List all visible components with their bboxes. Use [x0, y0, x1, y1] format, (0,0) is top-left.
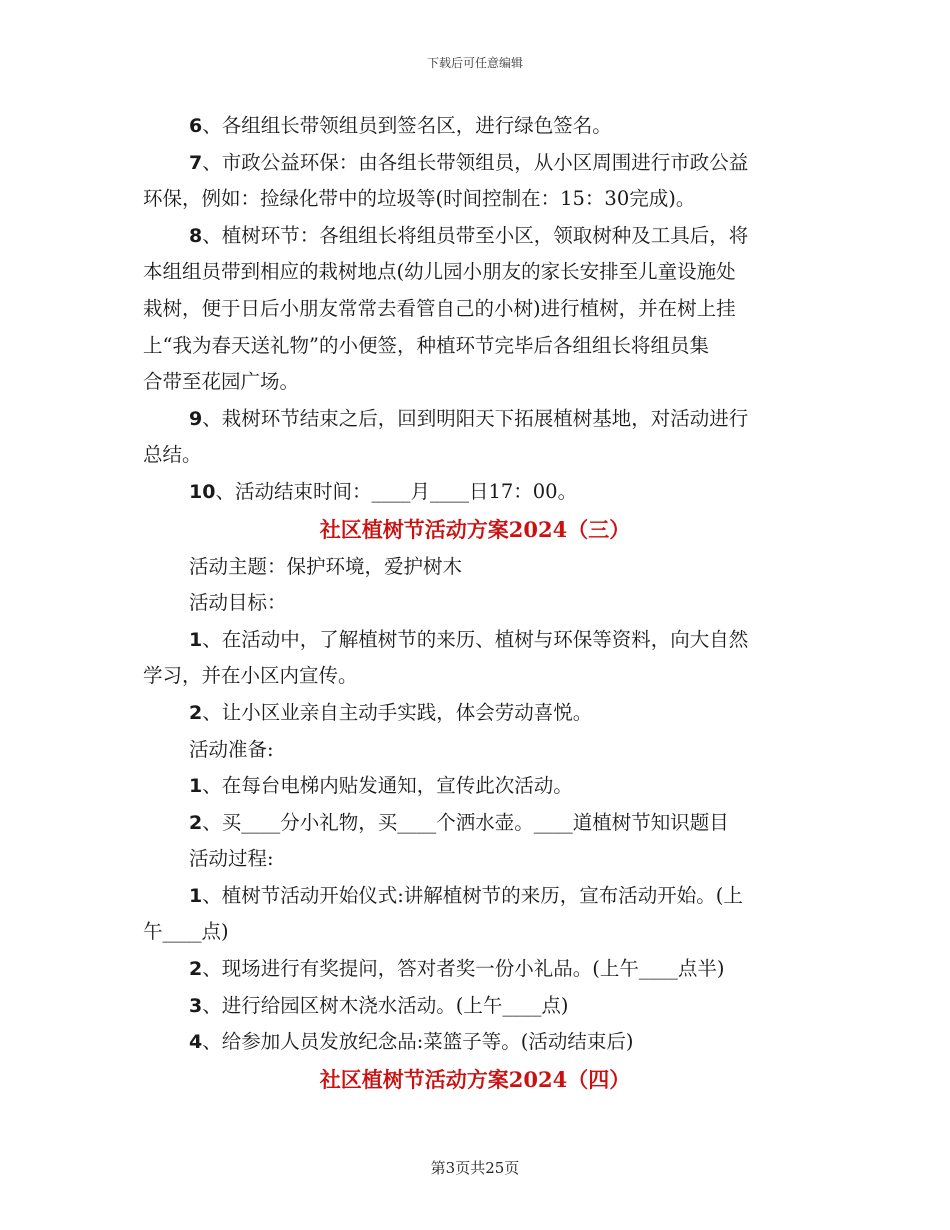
text-line [143, 658, 807, 695]
line-text: 活动过程: [189, 847, 274, 871]
item-number: 2 [189, 958, 203, 981]
text-line [143, 878, 807, 915]
item-number: 1 [189, 775, 203, 798]
text-line [143, 549, 807, 586]
text-line [143, 732, 807, 769]
text-line [143, 474, 807, 511]
line-text: 、植树环节：各组组长将组员带至小区，领取树种及工具后，将 [202, 223, 749, 247]
text-line [143, 364, 807, 401]
line-text: 、让小区业亲自主动手实践，体会劳动喜悦。 [202, 700, 593, 724]
line-text: 、现场进行有奖提问，答对者奖一份小礼品。(上午____点半) [202, 957, 725, 981]
text-line [143, 1024, 807, 1061]
item-number: 7 [189, 151, 203, 174]
line-text: 、在活动中，了解植树节的来历、植树与环保等资料，向大自然 [202, 627, 749, 651]
line-text: 活动目标： [189, 591, 287, 615]
item-number: 1 [189, 628, 203, 651]
page-footer: 第3页共25页 [430, 1159, 520, 1177]
item-number: 6 [189, 115, 203, 137]
text-line [143, 108, 807, 145]
line-text: 、市政公益环保：由各组长带领组员，从小区周围进行市政公益 [202, 150, 749, 174]
paragraph-block-b [143, 549, 807, 1061]
line-text: 、进行给园区树木浇水活动。(上午____点) [202, 993, 569, 1017]
line-text: 环保，例如：捡绿化带中的垃圾等(时间控制在：15：30完成)。 [143, 187, 696, 211]
section-heading-3: 社区植树节活动方案2024（三） [319, 516, 631, 542]
line-text: 本组组员带到相应的栽树地点(幼儿园小朋友的家长安排至儿童设施处 [143, 260, 736, 284]
text-line [143, 768, 807, 805]
item-number: 10 [189, 480, 216, 503]
text-line [143, 622, 807, 659]
item-number: 2 [189, 811, 203, 834]
text-line [143, 401, 807, 438]
line-text: 、各组组长带领组员到签名区，进行绿色签名。 [202, 114, 612, 137]
item-number: 2 [189, 701, 203, 724]
line-text: 、买____分小礼物，买____个洒水壶。____道植树节知识题目 [202, 810, 729, 834]
item-number: 1 [189, 884, 203, 907]
line-text: 活动主题：保护环境，爱护树木 [189, 554, 463, 578]
item-number: 9 [189, 407, 203, 430]
line-text: 、在每台电梯内贴发通知，宣传此次活动。 [202, 774, 573, 798]
line-text: 、植树节活动开始仪式:讲解植树节的来历，宣布活动开始。(上 [202, 883, 743, 907]
text-line [143, 585, 807, 622]
text-line [143, 291, 807, 328]
section-heading-4: 社区植树节活动方案2024（四） [319, 1066, 631, 1092]
text-line [143, 254, 807, 291]
document-body [143, 108, 807, 1099]
text-line [143, 914, 807, 951]
page-header: 下载后可任意编辑 [426, 56, 523, 70]
line-text: 活动准备: [189, 737, 274, 761]
paragraph-block-a [143, 108, 807, 511]
item-number: 4 [189, 1031, 203, 1054]
text-line [143, 218, 807, 255]
line-text: 学习，并在小区内宣传。 [143, 664, 358, 688]
text-line [143, 841, 807, 878]
line-text: 栽树，便于日后小朋友常常去看管自己的小树)进行植树，并在树上挂 [143, 296, 736, 320]
line-text: 、栽树环节结束之后，回到明阳天下拓展植树基地，对活动进行 [202, 406, 749, 430]
text-line [143, 437, 807, 474]
text-line [143, 805, 807, 842]
text-line [143, 695, 807, 732]
item-number: 3 [189, 994, 203, 1017]
line-text: 上“我为春天送礼物”的小便签，种植环节完毕后各组组长将组员集 [143, 333, 709, 357]
text-line [143, 328, 807, 365]
text-line [143, 951, 807, 988]
text-line [143, 988, 807, 1025]
line-text: 、给参加人员发放纪念品:菜篮子等。(活动结束后) [202, 1030, 634, 1054]
text-line [143, 181, 807, 218]
line-text: 合带至花园广场。 [143, 370, 300, 394]
line-text: 午____点) [143, 920, 229, 944]
item-number: 8 [189, 224, 203, 247]
line-text: 总结。 [143, 443, 202, 467]
text-line [143, 145, 807, 182]
line-text: 、活动结束时间：____月____日17：00。 [215, 479, 578, 503]
